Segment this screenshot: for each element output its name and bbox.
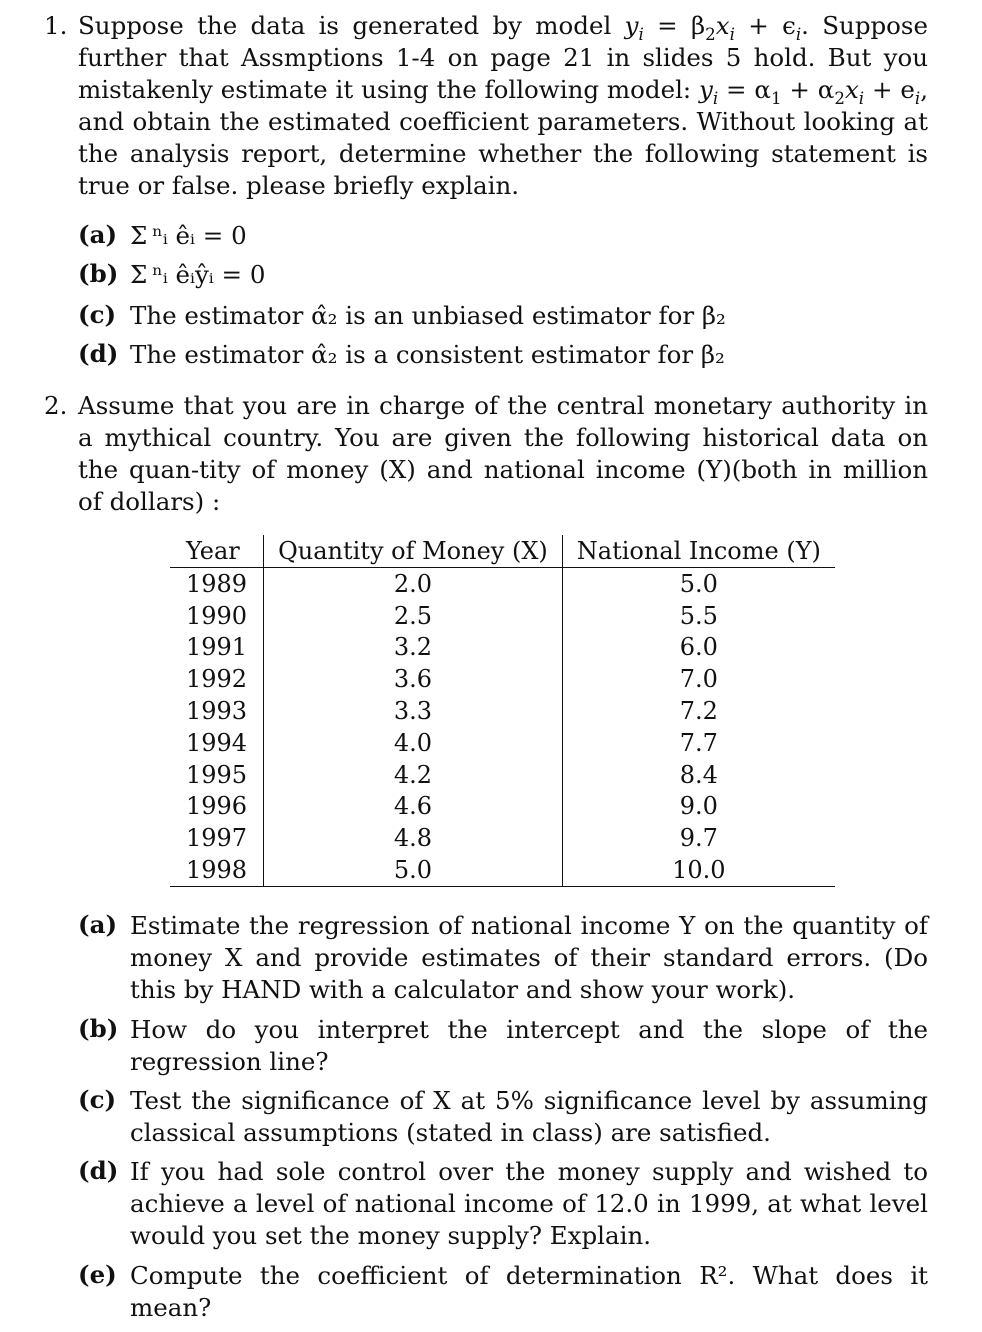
q1-item-d: (d) The estimator α̂₂ is a consistent estimator for β₂: [78, 339, 725, 369]
question-1-number: 1.: [44, 11, 68, 40]
q2-item-b: (b) How do you interpret the intercept and the slope of the regression line?: [78, 1014, 928, 1076]
question-2-text: Assume that you are in charge of the central monetary authority in a mythical country. You are given the following historical data on the quan-tity of money (X) and national income (Y)(both in million of dollars) :: [78, 391, 928, 516]
table-row: 1990 2.5 5.5: [170, 600, 835, 632]
table-row: 1998 5.0 10.0: [170, 854, 835, 886]
q2-item-c: (c) Test the significance of X at 5% significance level by assuming classical assumptions (stated in class) are satisfied.: [78, 1085, 928, 1147]
q1-item-a: (a) Σ ⁿᵢ êᵢ = 0: [78, 220, 247, 250]
header-money: Quantity of Money (X): [264, 535, 563, 568]
table-row: 1994 4.0 7.7: [170, 727, 835, 759]
q1-item-b: (b) Σ ⁿᵢ êᵢŷᵢ = 0: [78, 259, 266, 289]
money-income-table: [170, 535, 835, 887]
q1-item-c: (c) The estimator α̂₂ is an unbiased estimator for β₂: [78, 300, 726, 330]
table-row: 1993 3.3 7.2: [170, 695, 835, 727]
header-income: National Income (Y): [562, 535, 835, 568]
table-row: 1997 4.8 9.7: [170, 822, 835, 854]
question-2-number: 2.: [44, 391, 68, 420]
table-row: 1992 3.6 7.0: [170, 663, 835, 695]
table-row: 1991 3.2 6.0: [170, 632, 835, 664]
header-year: Year: [170, 535, 264, 568]
table-row: 1989 2.0 5.0: [170, 568, 835, 600]
table-row: 1995 4.2 8.4: [170, 759, 835, 791]
question-1: [44, 10, 928, 202]
q2-item-d: (d) If you had sole control over the money supply and wished to achieve a level of national income of 12.0 in 1999, at what level would you set the money supply? Explain.: [78, 1156, 928, 1250]
q2-item-a: (a) Estimate the regression of national income Y on the quantity of money X and provide estimates of their standard errors. (Do this by HAND with a calculator and show your work).: [78, 910, 928, 1004]
question-2: [44, 390, 928, 518]
q2-item-e: (e) Compute the coefficient of determination R². What does it mean?: [78, 1260, 928, 1322]
table-header-row: [170, 535, 835, 568]
table-row: 1996 4.6 9.0: [170, 791, 835, 823]
question-1-text: Suppose the data is generated by model $y_i = \beta_2x_i + \epsilon_i$. Suppose further that Assmptions 1-4 on page 21 in slides 5 hold. But you mistakenly estimate it using the following model: $y_i = \alpha_1 + \alpha_2x_i + e_i$, and obtain the estimated coefficient parameters. Without looking at the analysis report, determine whether the following statement is true or false. please briefly explain.: [78, 11, 929, 200]
